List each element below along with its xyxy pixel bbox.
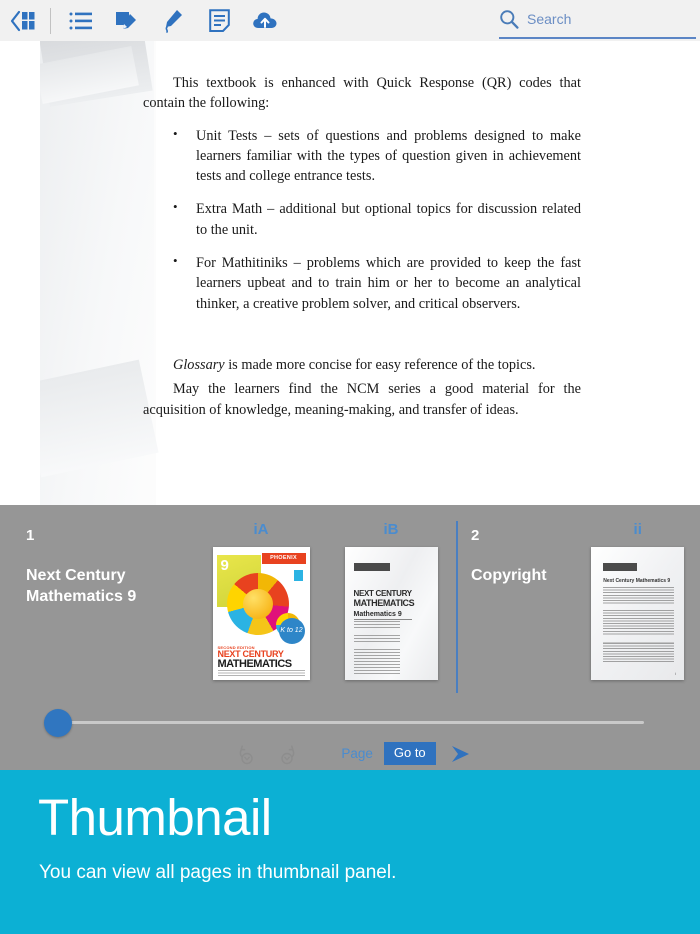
rotate-left-icon[interactable] — [227, 739, 267, 769]
closing-paragraph: May the learners find the NCM series a good material for the acquisition of knowledge, meaning-making, and transfer of ideas. — [143, 381, 581, 418]
copyright-text-block — [603, 610, 674, 636]
thumbnail-group-2 — [456, 505, 700, 700]
cloud-upload-icon[interactable] — [242, 0, 288, 41]
toolbar-divider — [50, 8, 51, 34]
chapter-title: Copyright — [471, 567, 547, 584]
page-thumbnail-title-page[interactable] — [345, 547, 438, 680]
copyright-page-art — [591, 547, 684, 680]
copyright-text-block — [603, 587, 674, 605]
thumbnail-scroll-slider[interactable] — [0, 705, 700, 739]
title-page-art — [345, 547, 438, 680]
chapter-title: Next Century Mathematics 9 — [26, 567, 137, 606]
glossary-emphasis: Glossary — [173, 356, 225, 373]
qr-badge-icon — [293, 569, 304, 582]
copyright-notice-box — [603, 642, 674, 662]
note-icon[interactable] — [196, 0, 242, 41]
thumbnail-page-ii[interactable] — [575, 505, 700, 700]
thumbnail-panel — [0, 505, 700, 770]
cover-grade-number: 9 — [220, 557, 229, 574]
k12-badge: K to 12 — [279, 618, 305, 644]
chapter-number: 1 — [26, 527, 35, 544]
cover-line-2: MATHEMATICS — [217, 658, 292, 670]
list-item: • Unit Tests – sets of questions and problems designed to make learners familiar with the types of question given in achievement tests and college entrance tests. — [143, 126, 581, 187]
title-page-line-1: NEXT CENTURY — [353, 589, 412, 598]
highlight-icon[interactable] — [104, 0, 150, 41]
paragraph-spacer — [143, 327, 581, 355]
cover-authors-block — [218, 670, 305, 678]
title-page-line-3: Mathematics 9 — [354, 611, 412, 620]
chapter-number: 2 — [471, 527, 480, 544]
cover-edition: SECOND EDITION — [217, 645, 255, 650]
slider-handle[interactable] — [44, 709, 72, 737]
document-text — [143, 73, 581, 424]
document-bullet-list — [143, 126, 581, 314]
page-label: iA — [253, 521, 269, 538]
banner-title: Thumbnail — [38, 789, 272, 846]
thumbnail-page-iA[interactable] — [196, 505, 326, 700]
page-field-label: Page — [341, 746, 373, 761]
outline-list-icon[interactable] — [58, 0, 104, 41]
publisher-logo-bar — [354, 563, 390, 571]
page-thumbnail-copyright-page[interactable] — [591, 547, 684, 680]
page-label: iB — [383, 521, 399, 538]
page-thumbnail-cover[interactable] — [213, 547, 310, 680]
publisher-logo-bar — [603, 563, 637, 571]
document-page[interactable] — [0, 41, 700, 505]
search-icon — [499, 9, 519, 29]
top-toolbar — [0, 0, 700, 41]
chapter-info-2 — [456, 505, 575, 700]
publisher-logo: PHOENIX — [262, 553, 306, 564]
list-item: • For Mathitiniks – problems which are provided to keep the fast learners upbeat and to train him or her to become an analytical thinker, a creative problem solver, and critical observers. — [143, 253, 581, 314]
title-page-line-2: MATHEMATICS — [353, 598, 415, 608]
banner-subtitle: You can view all pages in thumbnail panel. — [39, 862, 397, 883]
goto-button[interactable]: Go to — [384, 742, 436, 765]
thumbnail-strip[interactable] — [0, 505, 700, 700]
glossary-paragraph — [143, 355, 581, 375]
list-item: • Extra Math – additional but optional topics for discussion related to the unit. — [143, 199, 581, 240]
book-cover-art — [213, 547, 310, 680]
thumbnail-group-1 — [0, 505, 456, 700]
goto-arrow-icon[interactable] — [449, 744, 473, 764]
thumbnail-bottom-controls — [0, 737, 700, 770]
feature-banner — [0, 770, 700, 934]
title-page-text-block — [354, 649, 400, 675]
rotate-right-icon[interactable] — [267, 739, 307, 769]
copyright-page-number: i — [675, 671, 677, 676]
search-bar[interactable] — [499, 3, 696, 39]
page-label: ii — [633, 521, 642, 538]
search-input[interactable] — [519, 11, 700, 27]
copyright-heading: Next Century Mathematics 9 — [603, 578, 671, 584]
pen-icon[interactable] — [150, 0, 196, 41]
glossary-rest: is made more concise for easy reference of the topics. — [224, 356, 536, 373]
title-page-text-block — [354, 621, 400, 630]
cover-line-1: NEXT CENTURY — [217, 649, 284, 659]
slider-track[interactable] — [58, 721, 644, 724]
back-panel-icon[interactable] — [0, 0, 46, 41]
chapter-info-1 — [0, 505, 196, 700]
document-intro-paragraph: This textbook is enhanced with Quick Response (QR) codes that contain the following: — [143, 75, 581, 112]
group-divider — [456, 521, 458, 693]
thumbnail-page-iB[interactable] — [326, 505, 456, 700]
title-page-text-block — [354, 635, 400, 642]
